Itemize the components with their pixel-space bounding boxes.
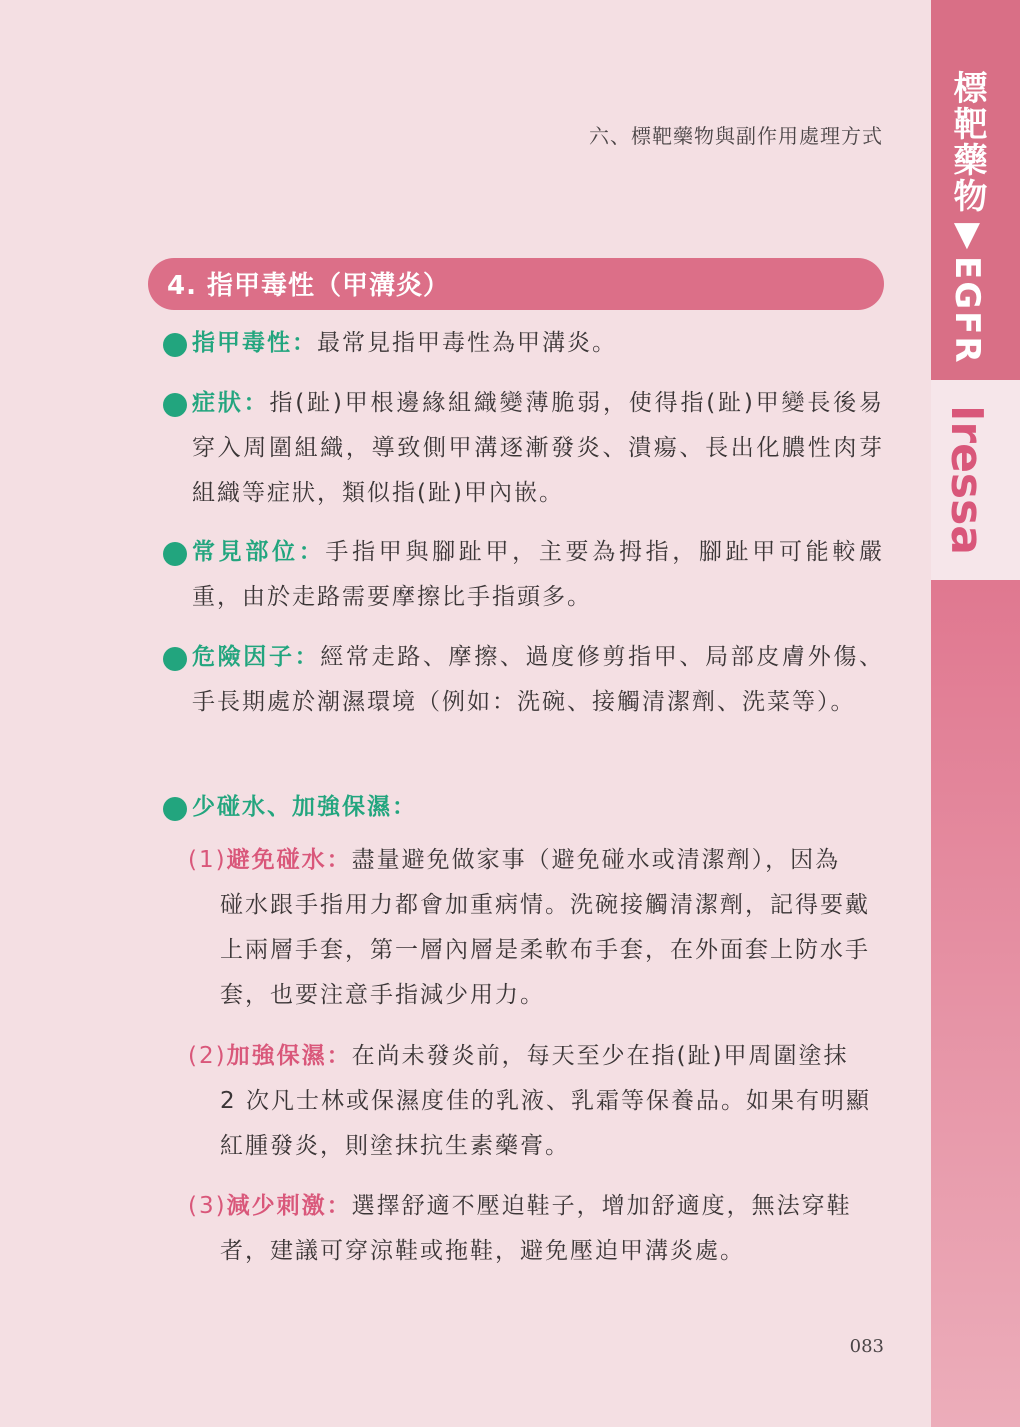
- list-item: [192, 530, 884, 620]
- sub-item-label: 避免碰水：: [226, 847, 352, 873]
- list-item: [192, 321, 884, 366]
- item-text: 經常走路、摩擦、過度修剪指甲、局部皮膚外傷、手長期處於潮濕環境（例如：洗碗、接觸清潔劑、洗菜等）。: [192, 644, 885, 715]
- sub-item-rest: 碰水跟手指用力都會加重病情。洗碗接觸清潔劑，記得要戴上兩層手套，第一層內層是柔軟布手套，在外面套上防水手套，也要注意手指減少用力。: [220, 892, 870, 1008]
- side-tab-title: 標靶藥物▼EGFR: [947, 70, 987, 365]
- item-label: 症狀：: [192, 390, 270, 416]
- sub-item-label: 減少刺激：: [226, 1193, 352, 1219]
- item-label: 常見部位：: [192, 539, 326, 565]
- list-item: [192, 785, 884, 830]
- bullet-icon: [163, 333, 187, 357]
- sub-item-label: 加強保濕：: [226, 1043, 352, 1069]
- item-text: 手指甲與腳趾甲，主要為拇指，腳趾甲可能較嚴重，由於走路需要摩擦比手指頭多。: [192, 539, 885, 610]
- item-label: 指甲毒性：: [192, 330, 317, 356]
- running-header: 六、標靶藥物與副作用處理方式: [589, 124, 883, 148]
- sub-item-rest: 2 次凡士林或保濕度佳的乳液、乳霜等保養品。如果有明顯紅腫發炎，則塗抹抗生素藥膏。: [220, 1088, 871, 1159]
- sub-item: [188, 838, 884, 1018]
- bullet-icon: [163, 647, 187, 671]
- sub-item-first-line: 在尚未發炎前，每天至少在指(趾)甲周圍塗抹: [351, 1043, 849, 1069]
- item-text: 最常見指甲毒性為甲溝炎。: [317, 330, 617, 356]
- sub-item-number: (3): [188, 1193, 227, 1219]
- sub-item-first-line: 盡量避免做家事（避免碰水或清潔劑），因為: [351, 847, 841, 873]
- sub-item: [188, 1184, 884, 1274]
- item-label: 危險因子：: [192, 644, 321, 670]
- bullet-icon: [163, 542, 187, 566]
- list-item: [192, 381, 884, 516]
- page-number: 083: [849, 1336, 884, 1357]
- sub-item: [188, 1034, 884, 1169]
- bullet-icon: [163, 393, 187, 417]
- sub-item-number: (2): [188, 1043, 227, 1069]
- side-tab-bottom: [931, 580, 1020, 1427]
- side-tab-subtitle: Iressa: [941, 405, 992, 555]
- sub-item-first-line: 選擇舒適不壓迫鞋子，增加舒適度，無法穿鞋: [351, 1193, 852, 1219]
- bullet-icon: [163, 797, 187, 821]
- section-title: 4. 指甲毒性（甲溝炎）: [167, 271, 451, 301]
- sub-item-number: (1): [188, 847, 227, 873]
- sub-item-rest: 者，建議可穿涼鞋或拖鞋，避免壓迫甲溝炎處。: [220, 1238, 745, 1264]
- list-item: [192, 635, 884, 725]
- item-text: 指(趾)甲根邊緣組織變薄脆弱，使得指(趾)甲變長後易穿入周圍組織，導致側甲溝逐漸發炎、潰瘍、長出化膿性肉芽組織等症狀，類似指(趾)甲內嵌。: [192, 390, 884, 506]
- item-label: 少碰水、加強保濕：: [192, 794, 417, 820]
